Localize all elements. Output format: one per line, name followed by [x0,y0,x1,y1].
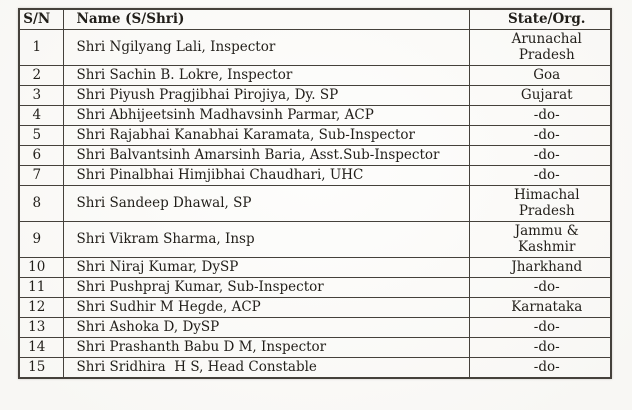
sn-cell: 15 [19,358,63,379]
sn-cell: 14 [19,338,63,358]
sn-cell: 7 [19,166,63,186]
name-cell: Shri Sandeep Dhawal, SP [63,186,469,222]
state-cell: Arunachal Pradesh [469,30,611,66]
table-row [19,278,611,298]
header-row [19,9,611,30]
column-header-name: Name (S/Shri) [63,9,469,30]
sn-cell: 2 [19,66,63,86]
sn-cell: 9 [19,222,63,258]
table-row [19,126,611,146]
officers-table [18,8,612,379]
sn-cell: 5 [19,126,63,146]
state-cell: Goa [469,66,611,86]
table-row [19,358,611,379]
name-cell: Shri Ngilyang Lali, Inspector [63,30,469,66]
sn-cell: 11 [19,278,63,298]
table-row [19,298,611,318]
table-body [19,30,611,379]
state-cell: -do- [469,358,611,379]
table-row [19,30,611,66]
name-cell: Shri Prashanth Babu D M, Inspector [63,338,469,358]
table-row [19,66,611,86]
column-header-state: State/Org. [469,9,611,30]
state-cell: Jharkhand [469,258,611,278]
column-header-sn: S/N [19,9,63,30]
name-cell: Shri Pinalbhai Himjibhai Chaudhari, UHC [63,166,469,186]
table-row [19,338,611,358]
name-cell: Shri Balvantsinh Amarsinh Baria, Asst.Sub-Inspector [63,146,469,166]
sn-cell: 12 [19,298,63,318]
state-cell: -do- [469,146,611,166]
name-cell: Shri Ashoka D, DySP [63,318,469,338]
sn-cell: 8 [19,186,63,222]
table-row [19,186,611,222]
sn-cell: 10 [19,258,63,278]
name-cell: Shri Niraj Kumar, DySP [63,258,469,278]
state-cell: -do- [469,106,611,126]
state-cell: -do- [469,278,611,298]
name-cell: Shri Sridhira H S, Head Constable [63,358,469,379]
table-row [19,258,611,278]
name-cell: Shri Pushpraj Kumar, Sub-Inspector [63,278,469,298]
table-row [19,222,611,258]
table-row [19,318,611,338]
state-cell: Jammu & Kashmir [469,222,611,258]
sn-cell: 6 [19,146,63,166]
sn-cell: 1 [19,30,63,66]
name-cell: Shri Piyush Pragjibhai Pirojiya, Dy. SP [63,86,469,106]
state-cell: Karnataka [469,298,611,318]
name-cell: Shri Sachin B. Lokre, Inspector [63,66,469,86]
state-cell: -do- [469,318,611,338]
name-cell: Shri Abhijeetsinh Madhavsinh Parmar, ACP [63,106,469,126]
state-cell: -do- [469,126,611,146]
state-cell: -do- [469,166,611,186]
state-cell: -do- [469,338,611,358]
table-row [19,86,611,106]
name-cell: Shri Sudhir M Hegde, ACP [63,298,469,318]
name-cell: Shri Rajabhai Kanabhai Karamata, Sub-Inspector [63,126,469,146]
state-cell: Gujarat [469,86,611,106]
sn-cell: 13 [19,318,63,338]
name-cell: Shri Vikram Sharma, Insp [63,222,469,258]
table-row [19,166,611,186]
state-cell: Himachal Pradesh [469,186,611,222]
sn-cell: 3 [19,86,63,106]
table-row [19,106,611,126]
sn-cell: 4 [19,106,63,126]
table-row [19,146,611,166]
